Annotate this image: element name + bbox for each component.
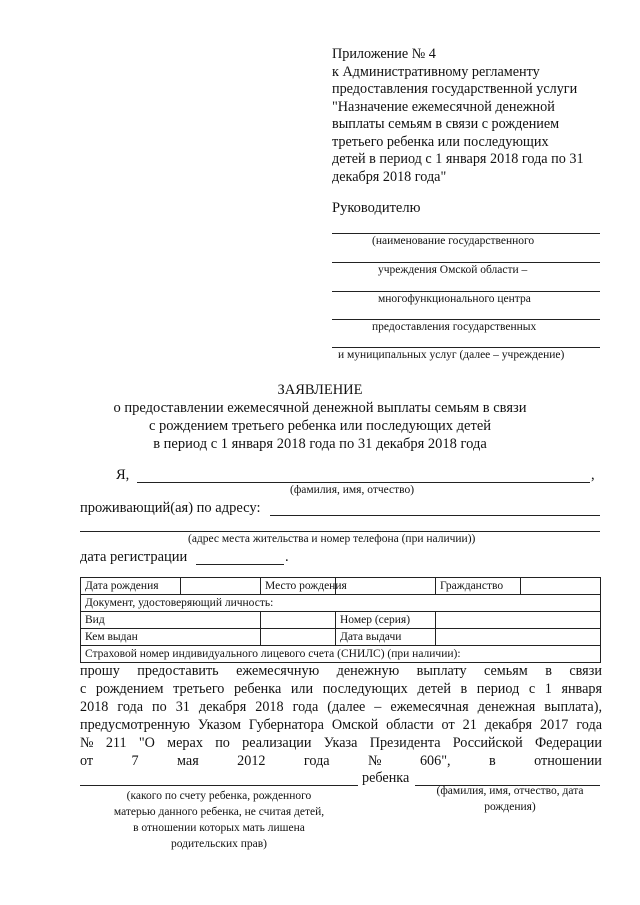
- table-row: [81, 629, 601, 646]
- request-line-4: предусмотренную Указом Губернатора Омской области от 21 декабря 2017 года: [80, 717, 602, 733]
- request-line-1: [80, 662, 602, 680]
- word: предоставить: [137, 663, 219, 679]
- word: Федерации: [534, 735, 602, 751]
- caption-line: (фамилия, имя, отчество, дата: [436, 785, 584, 797]
- request-line-5: [80, 734, 602, 752]
- appendix-line: декабря 2018 года": [332, 168, 447, 185]
- word: в: [545, 663, 552, 679]
- birth-place-value[interactable]: [336, 578, 436, 595]
- word: денежную: [336, 663, 400, 679]
- appendix-line: "Назначение ежемесячной денежной: [332, 98, 555, 115]
- child-caption-right: [420, 783, 600, 815]
- word: "О: [138, 735, 155, 751]
- doc-type-label: Вид: [81, 612, 261, 629]
- appendix-line: предоставления государственной услуги: [332, 81, 578, 97]
- address-caption: (адрес места жительства и номер телефона (при наличии)): [188, 533, 476, 545]
- snils-label: Страховой номер индивидуального лицевого счета (СНИЛС) (при наличии):: [81, 646, 601, 663]
- request-line-3: 2018 года по 31 декабря 2018 года (далее – ежемесячная денежная выплата),: [80, 699, 602, 715]
- addressee-caption-2: учреждения Омской области –: [378, 264, 528, 276]
- word: №: [80, 735, 94, 751]
- applicant-comma: ,: [591, 467, 595, 483]
- title-line: с рождением третьего ребенка или последующих детей: [148, 418, 492, 434]
- title-line: в период с 1 января 2018 года по 31 декабря 2018 года: [153, 436, 487, 452]
- table-row: [81, 595, 601, 612]
- request-line-6: [80, 752, 602, 770]
- word: 2012: [237, 753, 266, 769]
- caption-line: рождения): [484, 801, 536, 813]
- addressee-line-5[interactable]: [332, 347, 600, 348]
- request-line-2: с рождением третьего ребенка или последующих детей в период с 1 января: [80, 681, 602, 697]
- table-row: [81, 578, 601, 595]
- registration-field[interactable]: [196, 564, 284, 565]
- word: мая: [177, 753, 199, 769]
- word: от: [80, 753, 94, 769]
- caption-line: в отношении которых мать лишена: [133, 822, 305, 834]
- issued-by-label: Кем выдан: [81, 629, 261, 646]
- word: №: [368, 753, 382, 769]
- word: Российской: [452, 735, 523, 751]
- word: года: [303, 753, 330, 769]
- applicant-i-label: Я,: [116, 467, 130, 483]
- appendix-line: выплаты семьям в связи с рождением: [332, 116, 560, 132]
- applicant-form-table: [80, 577, 601, 663]
- applicant-name-caption: (фамилия, имя, отчество): [290, 484, 415, 496]
- appendix-line: детей в период с 1 января 2018 года по 31: [332, 151, 584, 167]
- doc-number-value[interactable]: [436, 612, 601, 629]
- appendix-block: [332, 46, 632, 186]
- birth-date-label: Дата рождения: [81, 578, 181, 595]
- registration-end: .: [285, 549, 289, 565]
- addressee-caption-1: (наименование государственного: [372, 235, 535, 247]
- caption-line: матерью данного ребенка, не считая детей,: [113, 806, 325, 818]
- addressee-line-1[interactable]: [332, 233, 600, 234]
- word: ежемесячную: [236, 663, 320, 679]
- word: Указа: [323, 735, 358, 751]
- title-line: о предоставлении ежемесячной денежной выплаты семьям в связи: [113, 400, 527, 416]
- caption-line: родительских прав): [170, 838, 268, 850]
- word: 211: [105, 735, 127, 751]
- word: отношении: [534, 753, 602, 769]
- citizenship-value[interactable]: [521, 578, 601, 595]
- word: 7: [131, 753, 139, 769]
- addressee-line-2[interactable]: [332, 262, 600, 263]
- child-caption-left: [80, 788, 358, 852]
- addressee-caption-5: и муниципальных услуг (далее – учреждение): [338, 349, 565, 361]
- registration-label: дата регистрации: [80, 549, 188, 565]
- birth-date-value[interactable]: [181, 578, 261, 595]
- address-field-1[interactable]: [270, 515, 600, 516]
- table-row: [81, 646, 601, 663]
- caption-line: (какого по счету ребенка, рожденного: [126, 790, 312, 802]
- addressee-line-4[interactable]: [332, 319, 600, 320]
- issued-by-value[interactable]: [261, 629, 336, 646]
- word: прошу: [80, 663, 120, 679]
- doc-number-label: Номер (серия): [336, 612, 436, 629]
- word: мерах: [167, 735, 203, 751]
- issue-date-value[interactable]: [436, 629, 601, 646]
- word: 606",: [419, 753, 451, 769]
- addressee-caption-4: предоставления государственных: [372, 321, 537, 333]
- word: в: [488, 753, 496, 769]
- addressee-caption-3: многофункционального центра: [378, 293, 531, 305]
- citizenship-label: Гражданство: [436, 578, 521, 595]
- word: связи: [569, 663, 602, 679]
- appendix-line: Приложение № 4: [332, 46, 436, 62]
- word: выплату: [416, 663, 467, 679]
- word: Президента: [369, 735, 441, 751]
- address-field-2[interactable]: [80, 531, 600, 532]
- child-label: ребенка: [362, 770, 410, 786]
- word: реализации: [242, 735, 312, 751]
- doc-type-value[interactable]: [261, 612, 336, 629]
- child-order-field[interactable]: [80, 785, 358, 786]
- appendix-line: третьего ребенка или последующих: [332, 133, 549, 150]
- birth-place-label: Место рождения: [261, 578, 336, 595]
- id-document-label: Документ, удостоверяющий личность:: [81, 595, 601, 612]
- issue-date-label: Дата выдачи: [336, 629, 436, 646]
- word: семьям: [484, 663, 528, 679]
- addressee-to: Руководителю: [332, 200, 421, 216]
- table-row: [81, 612, 601, 629]
- document-title: ЗАЯВЛЕНИЕ: [277, 382, 363, 398]
- applicant-name-field[interactable]: [137, 482, 590, 483]
- address-label: проживающий(ая) по адресу:: [80, 500, 261, 516]
- appendix-line: к Административному регламенту: [332, 63, 540, 80]
- addressee-line-3[interactable]: [332, 291, 600, 292]
- word: по: [215, 735, 230, 751]
